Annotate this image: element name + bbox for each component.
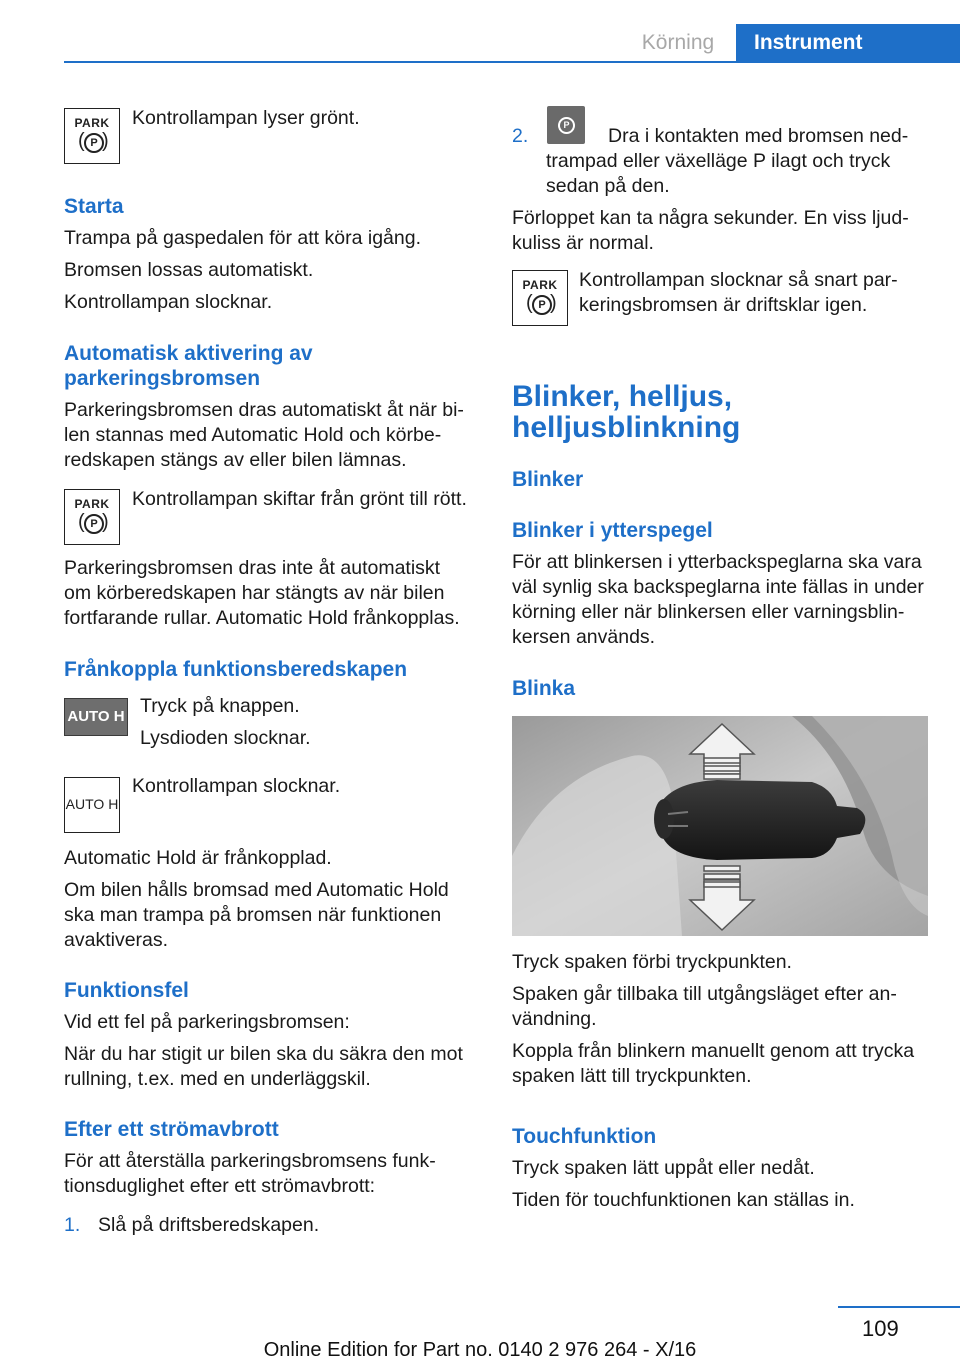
auto-text-l1: Parkeringsbromsen dras automatiskt åt när bi‐ bbox=[64, 399, 464, 421]
chapter-tab: Körning bbox=[641, 31, 715, 54]
not-auto-l1: Parkeringsbromsen dras inte åt automatiskt bbox=[64, 557, 441, 579]
brake-text-l3: avaktiveras. bbox=[64, 929, 169, 951]
heading-auto-line1: Automatisk aktivering av bbox=[64, 342, 313, 365]
heading-blinka: Blinka bbox=[512, 677, 576, 700]
after-text-3b: spaken lätt till tryckpunkten. bbox=[512, 1065, 752, 1087]
touch-text-2: Tiden för touchfunktionen kan ställas in. bbox=[512, 1189, 855, 1211]
parking-brake-switch-icon: P bbox=[547, 106, 585, 144]
heading-blinker: Blinker bbox=[512, 468, 584, 491]
lamp-green-text: Kontrollampan lyser grönt. bbox=[132, 107, 360, 129]
after-text-2a: Spaken går tillbaka till utgångsläget efter an‐ bbox=[512, 983, 897, 1005]
lamp-off-ready-l1: Kontrollampan slocknar så snart par‐ bbox=[579, 269, 898, 291]
fel-text-2b: rullning, t.ex. med en underläggskil. bbox=[64, 1068, 371, 1090]
header-rule bbox=[64, 61, 960, 63]
touch-text-1: Tryck spaken lätt uppåt eller nedåt. bbox=[512, 1157, 815, 1179]
step-2-l3: sedan på den. bbox=[546, 175, 670, 197]
forlopp-l1: Förloppet kan ta några sekunder. En viss ljud‐ bbox=[512, 207, 909, 229]
heading-touchfunktion: Touchfunktion bbox=[512, 1125, 657, 1148]
step-1-number: 1. bbox=[64, 1214, 81, 1236]
auto-hold-button-icon: AUTO H bbox=[64, 698, 128, 736]
lamp-off-text: Kontrollampan slocknar. bbox=[132, 775, 341, 797]
auto-text-l3: redskapen stängs av eller bilen lämnas. bbox=[64, 449, 407, 471]
page-number: 109 bbox=[862, 1316, 899, 1341]
strom-text-l1: För att återställa parkeringsbromsens funk‐ bbox=[64, 1150, 436, 1172]
park-green-icon: PARK ( P ) bbox=[64, 108, 120, 164]
park-shift-icon: PARK ( P ) bbox=[64, 489, 120, 545]
step-2-l2: trampad eller växelläge P ilagt och tryck bbox=[546, 150, 891, 172]
heading-funktionsfel: Funktionsfel bbox=[64, 979, 189, 1002]
brake-text-l1: Om bilen hålls bromsad med Automatic Hold bbox=[64, 879, 449, 901]
not-auto-l2: om körberedskapen har stängts av när bilen bbox=[64, 582, 445, 604]
auto-text-l2: len stannas med Automatic Hold och körbe‐ bbox=[64, 424, 442, 446]
after-text-3a: Koppla från blinkern manuellt genom att trycka bbox=[512, 1040, 915, 1062]
lamp-off-ready-l2: keringsbromsen är driftsklar igen. bbox=[579, 294, 868, 316]
footer-rule bbox=[838, 1306, 960, 1308]
fel-text-1: Vid ett fel på parkeringsbromsen: bbox=[64, 1011, 350, 1033]
step-2-l1: Dra i kontakten med bromsen ned‐ bbox=[608, 125, 909, 147]
step-2-number: 2. bbox=[512, 125, 529, 147]
brake-text-l2: ska man trampa på bromsen när funktionen bbox=[64, 904, 442, 926]
ytterspegel-l3: körning eller när blinkersen eller varningsblin‐ bbox=[512, 601, 905, 623]
starta-text-1: Trampa på gaspedalen för att köra igång. bbox=[64, 227, 421, 249]
heading-auto-line2: parkeringsbromsen bbox=[64, 367, 261, 390]
led-off-text: Lysdioden slocknar. bbox=[140, 727, 311, 749]
ytterspegel-l4: kersen används. bbox=[512, 626, 656, 648]
edition-footer: Online Edition for Part no. 0140 2 976 264 - X/16 bbox=[263, 1339, 697, 1361]
lamp-shift-text: Kontrollampan skiftar från grönt till rött. bbox=[132, 488, 467, 510]
turn-signal-lever-illustration bbox=[512, 716, 928, 936]
press-button-text: Tryck på knappen. bbox=[140, 695, 300, 717]
heading-blinker-helljus-l2: helljusblinkning bbox=[512, 411, 741, 444]
not-auto-l3: fortfarande rullar. Automatic Hold frånkopplas. bbox=[64, 607, 460, 629]
heading-frankoppla: Frånkoppla funktionsberedskapen bbox=[64, 658, 408, 681]
ytterspegel-l2: väl synlig ska backspeglarna inte fällas in under bbox=[512, 576, 924, 598]
autohold-off-text: Automatic Hold är frånkopplad. bbox=[64, 847, 332, 869]
heading-blinker-ytterspegel: Blinker i ytterspegel bbox=[512, 519, 713, 542]
step-1-text: Slå på driftsberedskapen. bbox=[98, 1214, 320, 1236]
heading-starta: Starta bbox=[64, 195, 124, 218]
fel-text-2a: När du har stigit ur bilen ska du säkra den mot bbox=[64, 1043, 463, 1065]
strom-text-l2: tionsduglighet efter ett strömavbrott: bbox=[64, 1175, 376, 1197]
ytterspegel-l1: För att blinkersen i ytterbackspeglarna ska vara bbox=[512, 551, 922, 573]
heading-blinker-helljus-l1: Blinker, helljus, bbox=[512, 380, 733, 413]
starta-text-3: Kontrollampan slocknar. bbox=[64, 291, 273, 313]
after-text-1: Tryck spaken förbi tryckpunkten. bbox=[512, 951, 792, 973]
starta-text-2: Bromsen lossas automatiskt. bbox=[64, 259, 314, 281]
section-tab: Instrument bbox=[736, 24, 960, 63]
park-off-icon: PARK ( P ) bbox=[512, 270, 568, 326]
heading-stromavbrott: Efter ett strömavbrott bbox=[64, 1118, 279, 1141]
auto-hold-lamp-icon: AUTO H bbox=[64, 777, 120, 833]
forlopp-l2: kuliss är normal. bbox=[512, 232, 654, 254]
after-text-2b: vändning. bbox=[512, 1008, 597, 1030]
